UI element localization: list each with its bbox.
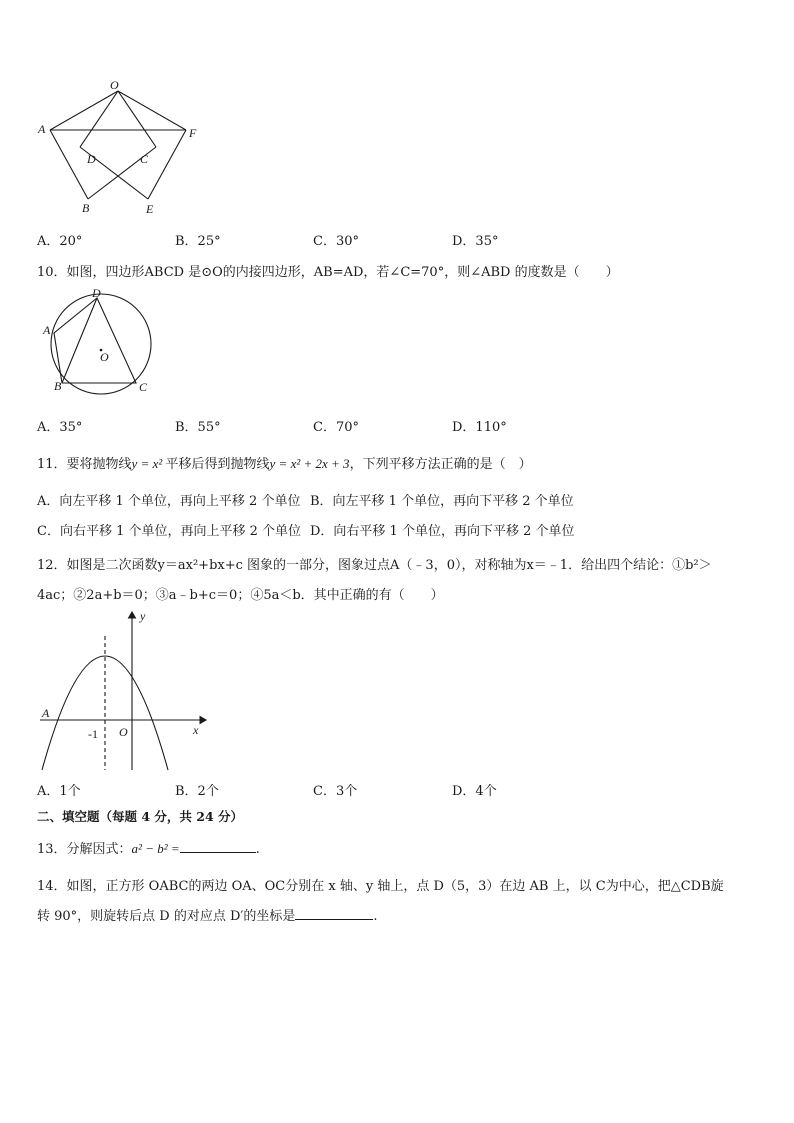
q10-stem: 10．如图，四边形ABCD 是⊙O的内接四边形，AB=AD，若∠C=70°，则∠ABD 的度数是（ ）: [37, 265, 619, 280]
q13-stem-text: 13．分解因式：: [37, 842, 132, 857]
q10-choice-a: A．35°: [37, 420, 83, 435]
q10-label-O: O: [100, 350, 109, 364]
q11-choice-c: C．向右平移 1 个单位，再向上平移 2 个单位: [37, 524, 302, 539]
q11-formula-original: y = x²: [131, 456, 166, 471]
q9-label-F: F: [189, 126, 197, 140]
q14-answer-blank[interactable]: [295, 907, 373, 920]
q14-stem-line2: [37, 905, 378, 924]
q11-choice-d: D．向右平移 1 个单位，再向下平移 2 个单位: [310, 524, 575, 539]
q10-choice-d: D．110°: [452, 420, 507, 435]
q12-stem-line2: 4ac；②2a+b＝0；③a﹣b+c＝0；④5a＜b．其中正确的有（ ）: [37, 588, 444, 603]
q12-choice-c: C．3个: [313, 784, 358, 799]
q9-label-D: D: [87, 152, 96, 166]
q11-formula-target: y = x² + 2x + 3: [269, 456, 350, 471]
q13-end: .: [255, 842, 260, 857]
q12-choice-a: A．1个: [37, 784, 81, 799]
q12-label-neg1: -1: [88, 727, 98, 741]
q13-formula: a² − b² =: [131, 841, 180, 856]
q14-stem-line2-text: 转 90°，则旋转后点 D 的对应点 D′的坐标是: [37, 909, 296, 924]
q9-label-C: C: [140, 152, 149, 166]
q12-stem-line1: 12．如图是二次函数y＝ax²+bx+c 图象的一部分，图象过点A（﹣3，0），对称轴为x＝﹣1．给出四个结论：①b²＞: [37, 558, 712, 573]
q14-stem-line1: 14．如图，正方形 OABC的两边 OA、OC分别在 x 轴、y 轴上，点 D（5，3）在边 AB 上，以 C为中心，把△CDB旋: [37, 879, 724, 894]
q11-choice-a: A．向左平移 1 个单位，再向上平移 2 个单位: [37, 494, 301, 509]
section-2-title: 二、填空题（每题 4 分，共 24 分）: [37, 809, 244, 824]
q12-choice-d: D．4个: [452, 784, 497, 799]
q12-label-y: y: [140, 609, 146, 623]
q9-segment-OC: [118, 91, 156, 147]
q11-stem-prefix: 11．要将抛物线: [37, 457, 132, 472]
q11-choice-b: B．向左平移 1 个单位，再向下平移 2 个单位: [310, 494, 574, 509]
q9-choice-d: D．35°: [452, 234, 499, 249]
q10-figure: [38, 288, 158, 398]
q9-segment-FE: [148, 130, 186, 199]
q13-answer-blank[interactable]: [180, 840, 256, 853]
q12-figure: [36, 606, 214, 774]
q10-diagonal-BD: [62, 298, 97, 383]
q12-label-A: A: [42, 706, 50, 720]
q11-stem-mid: 平移后得到抛物线: [165, 457, 270, 472]
q9-choice-b: B．25°: [175, 234, 221, 249]
q10-choice-b: B．55°: [175, 420, 221, 435]
q9-segment-OA: [50, 91, 118, 130]
q9-label-B: B: [82, 201, 90, 215]
q10-label-A: A: [43, 323, 51, 337]
q9-segment-AB: [50, 130, 88, 199]
q10-choice-c: C．70°: [313, 420, 359, 435]
q12-choice-b: B．2个: [175, 784, 219, 799]
q10-label-D: D: [92, 288, 101, 300]
q9-segment-OF: [118, 91, 186, 130]
q14-end: .: [373, 909, 378, 924]
q12-label-x: x: [193, 723, 199, 737]
q9-segment-OD: [80, 91, 118, 147]
q11-stem: [37, 453, 532, 472]
q10-label-C: C: [139, 380, 148, 394]
q9-choice-c: C．30°: [313, 234, 359, 249]
q13-stem: [37, 838, 260, 857]
q12-label-O: O: [119, 725, 128, 739]
q9-choice-a: A．20°: [37, 234, 83, 249]
q9-label-E: E: [146, 202, 154, 216]
q9-label-A: A: [38, 122, 46, 136]
q10-label-B: B: [54, 379, 62, 393]
q10-quadrilateral: [54, 298, 136, 383]
q11-stem-suffix: ，下列平移方法正确的是（ ）: [349, 457, 532, 472]
q9-label-O: O: [110, 78, 119, 92]
q9-figure: [30, 78, 210, 218]
q10-circle: [51, 294, 151, 394]
